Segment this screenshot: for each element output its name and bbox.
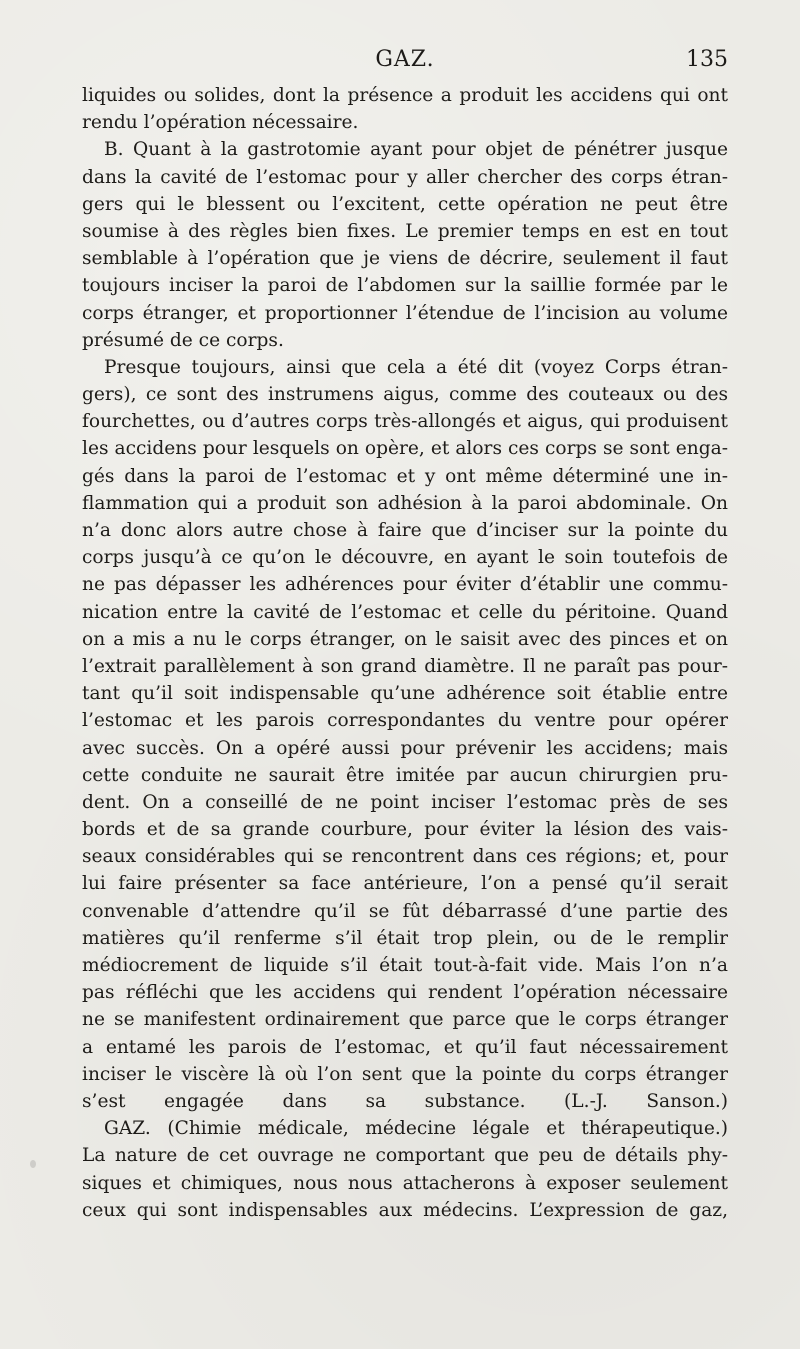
text-line: La nature de cet ouvrage ne comportant que peu de détails phy- <box>82 1145 728 1167</box>
text-line: corps étranger, et proportionner l’étendue de l’incision au volume <box>82 302 728 324</box>
text-line: n’a donc alors autre chose à faire que d’inciser sur la pointe du <box>82 520 728 541</box>
page-number: 135 <box>686 47 728 72</box>
text-line: bords et de sa grande courbure, pour éviter la lésion des vais- <box>82 819 728 841</box>
text-line: ne se manifestent ordinairement que parce que le corps étranger <box>82 1009 728 1031</box>
page-header <box>82 45 728 75</box>
text-line: rendu l’opération nécessaire. <box>82 112 359 134</box>
text-line: fourchettes, ou d’autres corps très-allongés et aigus, qui produisent <box>82 411 728 433</box>
text-line: dent. On a conseillé de ne point inciser l’estomac près de ses <box>82 791 728 813</box>
text-line: nication entre la cavité de l’estomac et celle du péritoine. Quand <box>82 601 728 623</box>
text-line: GAZ. (Chimie médicale, médecine légale et thérapeutique.) <box>104 1118 728 1140</box>
running-head: GAZ. <box>375 47 435 72</box>
text-line: seaux considérables qui se rencontrent dans ces régions; et, pour <box>82 846 728 868</box>
text-line: convenable d’attendre qu’il se fût débarrassé d’une partie des <box>82 900 728 922</box>
text-line: avec succès. On a opéré aussi pour prévenir les accidens; mais <box>82 737 728 759</box>
text-line: l’estomac et les parois correspondantes du ventre pour opérer <box>82 710 728 732</box>
text-line: on a mis a nu le corps étranger, on le saisit avec des pinces et on <box>82 628 728 650</box>
text-line: soumise à des règles bien fixes. Le premier temps en est en tout <box>82 220 728 242</box>
text-line: cette conduite ne saurait être imitée par aucun chirurgien pru- <box>82 764 728 786</box>
text-line: lui faire présenter sa face antérieure, l’on a pensé qu’il serait <box>82 873 728 895</box>
text-line: ceux qui sont indispensables aux médecins. L’expression de gaz, <box>82 1199 728 1221</box>
text-line: flammation qui a produit son adhésion à la paroi abdominale. On <box>82 492 728 514</box>
text-line: toujours inciser la paroi de l’abdomen sur la saillie formée par le <box>82 275 728 297</box>
text-line: les accidens pour lesquels on opère, et alors ces corps se sont enga- <box>82 438 728 460</box>
text-line: pas réfléchi que les accidens qui rendent l’opération nécessaire <box>82 982 728 1004</box>
text-line: médiocrement de liquide s’il était tout-à-fait vide. Mais l’on n’a <box>82 955 728 976</box>
text-line: s’est engagée dans sa substance. (L.-J. Sanson.) <box>82 1090 728 1112</box>
ink-spot <box>30 1160 36 1168</box>
text-line: B. Quant à la gastrotomie ayant pour objet de pénétrer jusque <box>104 139 728 161</box>
text-line: ne pas dépasser les adhérences pour éviter d’établir une commu- <box>82 574 728 596</box>
text-line: inciser le viscère là où l’on sent que la pointe du corps étranger <box>82 1063 728 1085</box>
text-line: dans la cavité de l’estomac pour y aller chercher des corps étran- <box>82 166 728 188</box>
text-line: a entamé les parois de l’estomac, et qu’il faut nécessairement <box>82 1036 728 1058</box>
page-body <box>82 82 728 1224</box>
text-line: gers), ce sont des instrumens aigus, comme des couteaux ou des <box>82 384 728 406</box>
text-line: semblable à l’opération que je viens de décrire, seulement il faut <box>82 248 728 270</box>
text-line: gers qui le blessent ou l’excitent, cette opération ne peut être <box>82 193 728 215</box>
text-line: gés dans la paroi de l’estomac et y ont même déterminé une in- <box>82 465 728 487</box>
text-line: l’extrait parallèlement à son grand diamètre. Il ne paraît pas pour- <box>82 655 728 677</box>
text-line: liquides ou solides, dont la présence a produit les accidens qui ont <box>82 85 728 106</box>
text-line: matières qu’il renferme s’il était trop plein, ou de le remplir <box>82 927 728 949</box>
text-line: tant qu’il soit indispensable qu’une adhérence soit établie entre <box>82 683 728 705</box>
text-line: Presque toujours, ainsi que cela a été dit (voyez Corps étran- <box>104 356 728 378</box>
text-line: présumé de ce corps. <box>82 329 284 351</box>
text-line: siques et chimiques, nous nous attacherons à exposer seulement <box>82 1172 728 1194</box>
text-line: corps jusqu’à ce qu’on le découvre, en ayant le soin toutefois de <box>82 547 728 569</box>
